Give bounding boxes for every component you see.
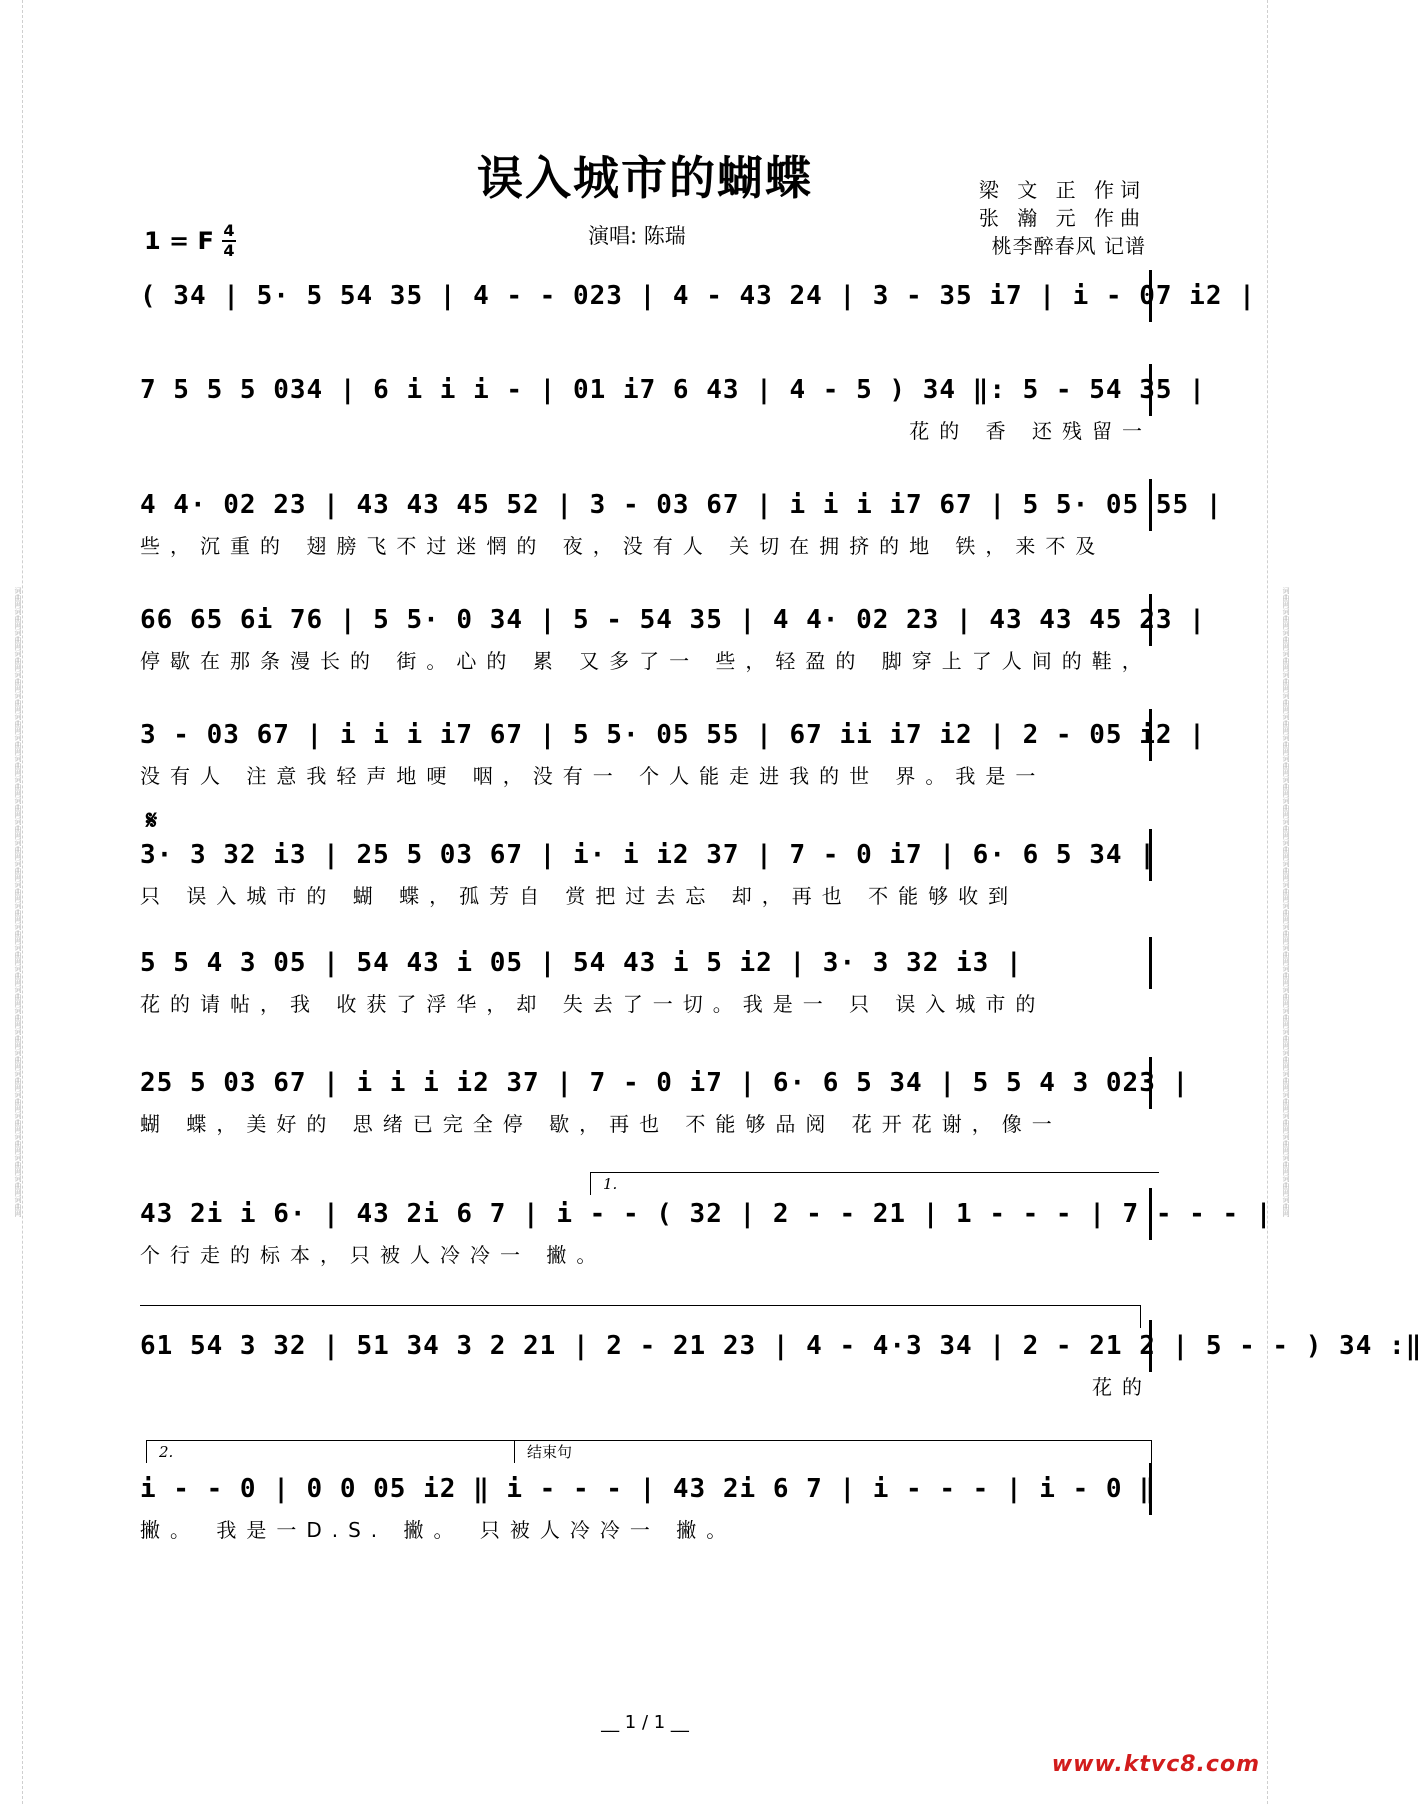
first-ending-bracket: 1. (590, 1172, 1159, 1195)
score-row (140, 829, 1156, 911)
notation-line: 7 5 5 5 034 | 6 i i i - | 01 i7 6 43 | 4 - 5 ) 34 ‖: 5 - 54 35 | (140, 364, 1152, 416)
time-signature-bottom: 4 (223, 241, 235, 260)
second-ending-bracket: 2. (146, 1440, 521, 1463)
notation-line: 3 - 03 67 | i i i i7 67 | 5 5· 05 55 | 67 ii i7 i2 | 2 - 05 i2 | (140, 709, 1152, 761)
key-and-meter (144, 222, 236, 260)
time-signature (222, 222, 236, 260)
credits (979, 176, 1146, 260)
lyric-line: 花的 (1092, 1375, 1152, 1399)
notation-line: 43 2i i 6· | 43 2i 6 7 | i - - ( 32 | 2 - - 21 | 1 - - - | 7 - - - | (140, 1188, 1152, 1240)
page-number: __ 1 / 1 __ (601, 1712, 689, 1733)
lyric-line: 花的请帖，我 收获了浮华，却 失去了一切。我是一 只 误入城市的 (140, 992, 1046, 1016)
coda-bracket: 结束句 (514, 1440, 1152, 1463)
lyric-line: 停歇在那条漫长的 街。心的 累 又多了一 些，轻盈的 脚穿上了人间的鞋， (140, 649, 1152, 673)
score-row (140, 1188, 1273, 1270)
segno-sign: 𝄋 (146, 806, 158, 836)
lyric-line: 撇。 我是一D.S. 撇。 只被人冷冷一 撇。 (140, 1518, 737, 1542)
notation-line: 66 65 6i 76 | 5 5· 0 34 | 5 - 54 35 | 4 4· 02 23 | 43 43 45 23 | (140, 594, 1152, 646)
composer-credit: 张 瀚 元 作曲 (978, 206, 1146, 230)
lyric-line: 蝴 蝶，美好的 思绪已完全停 歇，再也 不能够品阅 花开花谢，像一 (140, 1112, 1062, 1136)
score-row (140, 709, 1206, 791)
time-signature-top: 4 (223, 221, 235, 240)
site-watermark: www.ktvc8.com (1051, 1752, 1260, 1777)
notation-line: 25 5 03 67 | i i i i2 37 | 7 - 0 i7 | 6· 6 5 34 | 5 5 4 3 023 | (140, 1057, 1152, 1109)
notation-line: 4 4· 02 23 | 43 43 45 52 | 3 - 03 67 | i i i i7 67 | 5 5· 05 55 | (140, 479, 1152, 531)
lyric-line: 些，沉重的 翅膀飞不过迷惘的 夜，没有人 关切在拥挤的地 铁，来不及 (140, 534, 1106, 558)
notation-line: 3· 3 32 i3 | 25 5 03 67 | i· i i2 37 | 7 - 0 i7 | 6· 6 5 34 | (140, 829, 1152, 881)
notation-line: 61 54 3 32 | 51 34 3 2 21 | 2 - 21 23 | 4 - 4·3 34 | 2 - 21 2 | 5 - - ) 34 :‖ (140, 1320, 1152, 1372)
notation-line: i - - 0 | 0 0 05 i2 ‖ i - - - | 43 2i 6 7 | i - - - | i - 0 ‖ (140, 1463, 1152, 1515)
lyricist-credit: 梁 文 正 作词 (978, 178, 1146, 202)
lyric-line: 只 误入城市的 蝴 蝶，孤芳自 赏把过去忘 却，再也 不能够收到 (140, 884, 1019, 908)
lyric-line: 花的 香 还残留一 (909, 419, 1152, 443)
notation-line: 5 5 4 3 05 | 54 43 i 05 | 54 43 i 5 i2 | 3· 3 32 i3 | (140, 937, 1152, 989)
notation-line: ( 34 | 5· 5 54 35 | 4 - - 023 | 4 - 43 24 | 3 - 35 i7 | i - 07 i2 | (140, 270, 1152, 322)
score-row (140, 1320, 1422, 1402)
score-row (140, 594, 1206, 676)
score-row (140, 937, 1152, 1019)
transcriber-credit: 桃李醉春风 记谱 (991, 234, 1146, 258)
side-watermark-left: 词曲网词曲网词曲网词曲网词曲网词曲网词曲网词曲网词曲网词曲网词曲网词曲网词曲网词曲网词曲网词曲网词曲网词曲网词曲网词曲网词曲网词曲网词曲网词曲网词曲网词曲网词曲网词曲网词曲网词曲网 (0, 0, 23, 1804)
score-row (140, 364, 1206, 446)
singer: 演唱: 陈瑞 (588, 224, 686, 248)
lyric-line: 没有人 注意我轻声地哽 咽，没有一 个人能走进我的世 界。我是一 (140, 764, 1046, 788)
song-title: 误入城市的蝴蝶 (477, 151, 813, 205)
key-signature: 1 = F (144, 227, 214, 255)
score-row (140, 1463, 1156, 1545)
side-watermark-right: 词曲网词曲网词曲网词曲网词曲网词曲网词曲网词曲网词曲网词曲网词曲网词曲网词曲网词曲网词曲网词曲网词曲网词曲网词曲网词曲网词曲网词曲网词曲网词曲网词曲网词曲网词曲网词曲网词曲网词曲网 (1267, 0, 1290, 1804)
score-row (140, 270, 1256, 322)
score-row (140, 479, 1223, 561)
score-row (140, 1057, 1190, 1139)
lyric-line: 个行走的标本，只被人冷冷一 撇。 (140, 1243, 607, 1267)
